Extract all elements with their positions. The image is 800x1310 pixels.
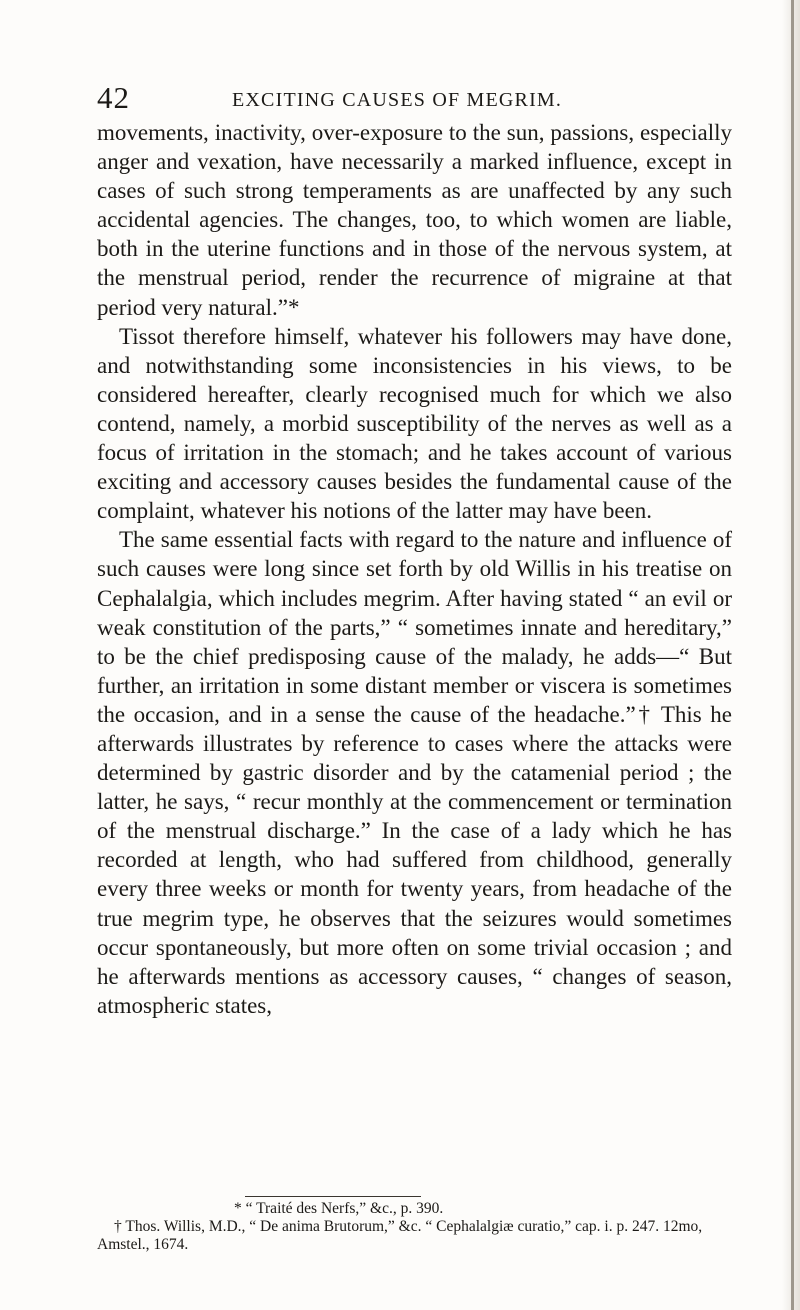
footnotes [97,1200,732,1254]
body-text [97,118,732,1020]
running-head: EXCITING CAUSES OF MEGRIM. [232,89,563,111]
footnote-traite: * “ Traité des Nerfs,” &c., p. 390. [234,1200,444,1217]
footnote-rule [245,1196,421,1197]
paragraph-continued: movements, inactivity, over-exposure to the sun, passions, especially anger and vexation, have necessarily a marked influence, except in cases of such strong temperaments as are unaffected by any such accidental agencies. The changes, too, to which women are liable, both in the uterine functions and in those of the nervous system, at the menstrual period, render the recurrence of migraine at that period very natural.”* [97,120,732,320]
paragraph-tissot: Tissot therefore himself, whatever his followers may have done, and notwithstanding some inconsistencies in his views, to be considered hereafter, clearly recognised much for which we also contend, namely, a morbid susceptibility of the nerves as well as a focus of irritation in the stomach; and he takes account of various exciting and accessory causes besides the fundamental cause of the complaint, whatever his notions of the latter may have been. [97,323,732,524]
page-header [97,80,737,116]
paragraph-willis: The same essential facts with regard to the nature and influence of such causes were long since set forth by old Willis in his treatise on Cephalalgia, which includes megrim. After having stated “ an evil or weak constitution of the parts,” “ sometimes innate and hereditary,” to be the chief predisposing cause of the malady, he adds—“ But further, an irritation in some distant member or viscera is sometimes the occasion, and in a sense the cause of the headache.”† This he afterwards illustrates by reference to cases where the attacks were determined by gastric disorder and by the catamenial period ; the latter, he says, “ recur monthly at the commencement or termination of the menstrual discharge.” In the case of a lady which he has recorded at length, who had suffered from childhood, generally every three weeks or month for twenty years, from headache of the true megrim type, he observes that the seizures would sometimes occur spontaneously, but more often on some trivial occasion ; and he afterwards mentions as accessory causes, “ changes of season, atmospheric states, [97,527,732,1018]
footnote-willis: † Thos. Willis, M.D., “ De anima Brutorum,” &c. “ Cephalalgiæ curatio,” cap. i. p. 247. 12mo, Amstel., 1674. [97,1218,703,1253]
page-number: 42 [97,80,130,115]
page-edge-line [791,0,794,1310]
